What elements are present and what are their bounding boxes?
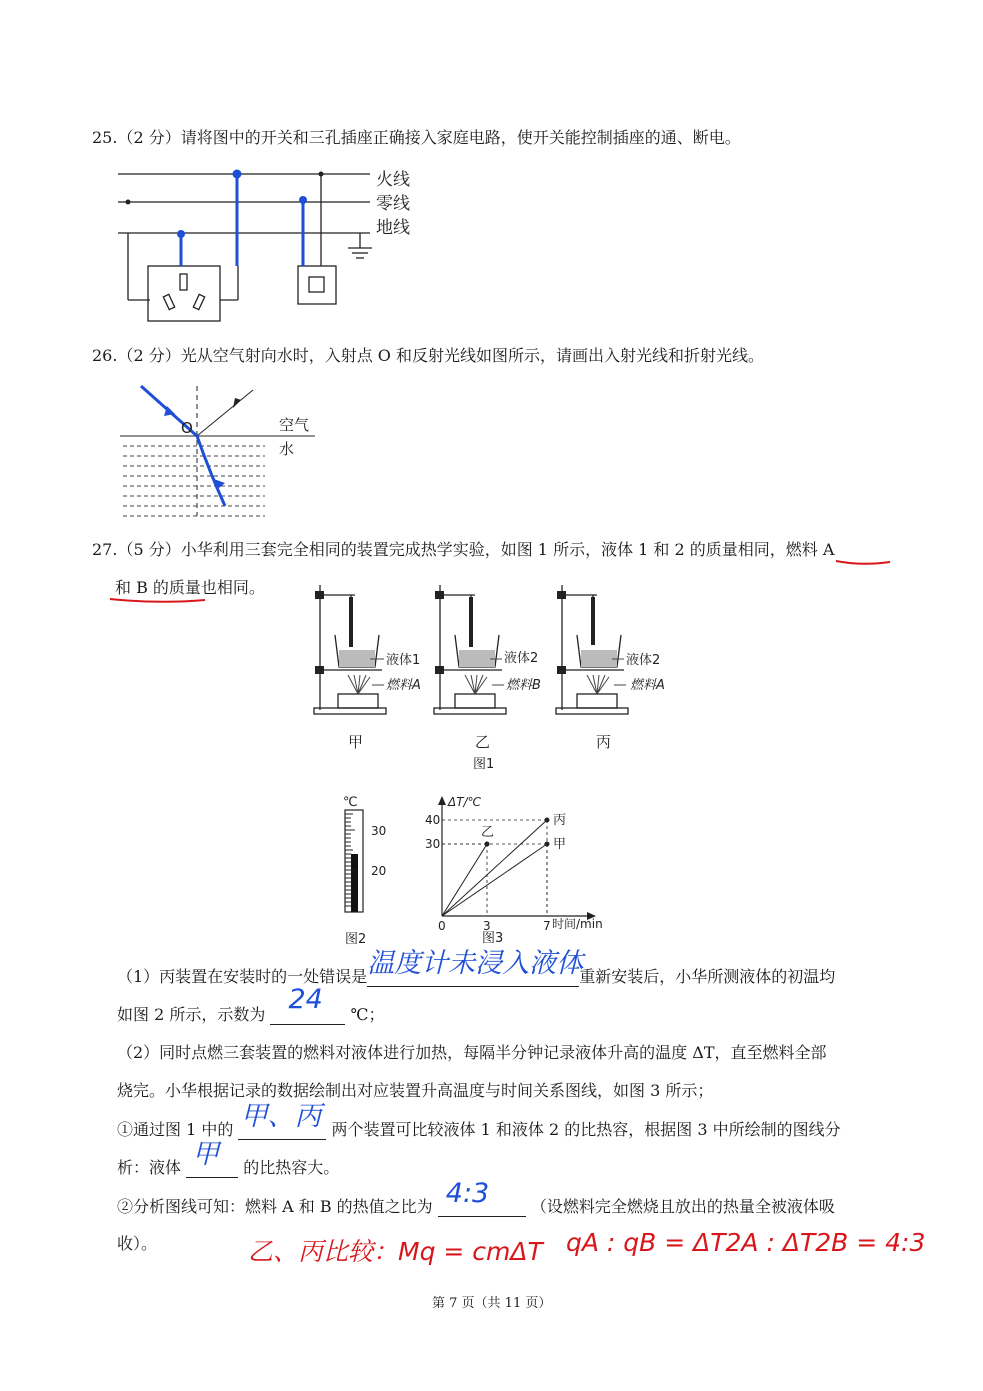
s1-answer2: 甲 bbox=[192, 1139, 220, 1170]
p1-line1: （1）丙装置在安装时的一处错误是 温度计未浸入液体 重新安装后，小华所测液体的初温均 bbox=[117, 948, 836, 986]
setup1-liquid-label: 液体1 bbox=[386, 653, 421, 668]
s1-answer2-blank bbox=[186, 1139, 238, 1178]
series-label-2: 丙 bbox=[553, 813, 567, 828]
s1-line2: 析：液体 甲 的比热容大。 bbox=[117, 1139, 340, 1177]
water-label: 水 bbox=[279, 440, 295, 458]
air-label: 空气 bbox=[279, 416, 310, 434]
setup2-liquid-label: 液体2 bbox=[504, 651, 539, 666]
s2-line2: 收）。 bbox=[117, 1234, 158, 1253]
series-point-0 bbox=[545, 842, 550, 847]
q27-intro-line1: 27.（5 分）小华利用三套完全相同的装置完成热学实验，如图 1 所示，液体 1 和 2 的质量相同，燃料 A bbox=[92, 540, 835, 559]
live-wire-label: 火线 bbox=[376, 170, 410, 190]
chart-ylabel: ΔT/℃ bbox=[448, 795, 482, 809]
figure-1-caption: 图1 bbox=[473, 757, 495, 772]
series-line-0 bbox=[442, 844, 547, 916]
page-footer: 第 7 页（共 11 页） bbox=[432, 1296, 552, 1311]
p1-answer2-blank bbox=[270, 984, 345, 1025]
setup2-fuel-label: 燃料B bbox=[506, 678, 541, 693]
series-line-1 bbox=[442, 844, 487, 916]
setup3-name: 丙 bbox=[596, 733, 612, 751]
figure-1-apparatus bbox=[310, 575, 690, 775]
s2-line1: ②分析图线可知：燃料 A 和 B 的热值之比为 4:3 （设燃料完全燃烧且放出的热量全被液体吸 bbox=[117, 1178, 835, 1216]
s1-line1: ①通过图 1 中的 甲、丙 两个装置可比较液体 1 和液体 2 的比热容，根据图 3 中所绘制的图线分 bbox=[117, 1101, 841, 1139]
setup3-liquid-label: 液体2 bbox=[626, 653, 661, 668]
q27-intro-line2: 和 B 的质量也相同。 bbox=[115, 578, 265, 597]
x-tick-2: 7 bbox=[543, 919, 551, 933]
thermometer-tick-30: 30 bbox=[371, 824, 387, 838]
thermometer-unit: ℃ bbox=[343, 795, 358, 810]
setup1-fuel-label: 燃料A bbox=[386, 678, 421, 693]
red-underlines bbox=[0, 0, 983, 620]
series-line-2 bbox=[442, 820, 547, 916]
series-point-2 bbox=[545, 818, 550, 823]
setup3-fuel-label: 燃料A bbox=[630, 678, 665, 693]
s2-answer-blank bbox=[438, 1178, 526, 1217]
setup2-name: 乙 bbox=[475, 733, 491, 751]
s2-answer: 4:3 bbox=[445, 1178, 490, 1209]
series-label-1: 乙 bbox=[481, 825, 495, 840]
chart-xlabel: 时间/min bbox=[552, 917, 603, 931]
figure-2-caption: 图2 bbox=[345, 932, 367, 947]
p1-line2: 如图 2 所示，示数为 24 ℃； bbox=[117, 984, 385, 1024]
neutral-wire-label: 零线 bbox=[376, 194, 410, 214]
x-tick-1: 3 bbox=[483, 919, 491, 933]
p2-line2: 烧完。小华根据记录的数据绘制出对应装置升高温度与时间关系图线，如图 3 所示； bbox=[117, 1081, 714, 1100]
q26-question: 26.（2 分）光从空气射向水时，入射点 O 和反射光线如图所示，请画出入射光线和折射光线。 bbox=[92, 346, 765, 365]
figure-2-thermometer bbox=[325, 790, 405, 950]
figure-3-caption: 图3 bbox=[482, 931, 504, 946]
y-tick-0: 30 bbox=[425, 837, 441, 851]
ground-wire-label: 地线 bbox=[376, 218, 410, 238]
y-tick-1: 40 bbox=[425, 813, 441, 827]
s1-answer1: 甲、丙 bbox=[240, 1101, 322, 1132]
red-note-1: 乙、丙比较：Mq = cmΔT bbox=[248, 1237, 543, 1266]
setup1-name: 甲 bbox=[348, 733, 364, 751]
p2-line1: （2）同时点燃三套装置的燃料对液体进行加热，每隔半分钟记录液体升高的温度 ΔT，直至燃料全部 bbox=[117, 1043, 827, 1062]
x-tick-0: 0 bbox=[438, 919, 446, 933]
figure-3-chart bbox=[420, 790, 620, 950]
p1-answer2: 24 bbox=[288, 984, 323, 1015]
incidence-point-label: O bbox=[181, 419, 193, 437]
thermometer-tick-20: 20 bbox=[371, 864, 387, 878]
p1-answer1: 温度计未浸入液体 bbox=[367, 948, 584, 979]
series-label-0: 甲 bbox=[553, 837, 567, 852]
p1-answer1-blank bbox=[367, 948, 584, 987]
s1-answer1-blank bbox=[238, 1101, 326, 1140]
series-point-1 bbox=[485, 842, 490, 847]
red-note-2: qA : qB = ΔT2A : ΔT2B = 4:3 bbox=[566, 1228, 926, 1257]
q25-question: 25.（2 分）请将图中的开关和三孔插座正确接入家庭电路，使开关能控制插座的通、断电。 bbox=[92, 128, 741, 147]
